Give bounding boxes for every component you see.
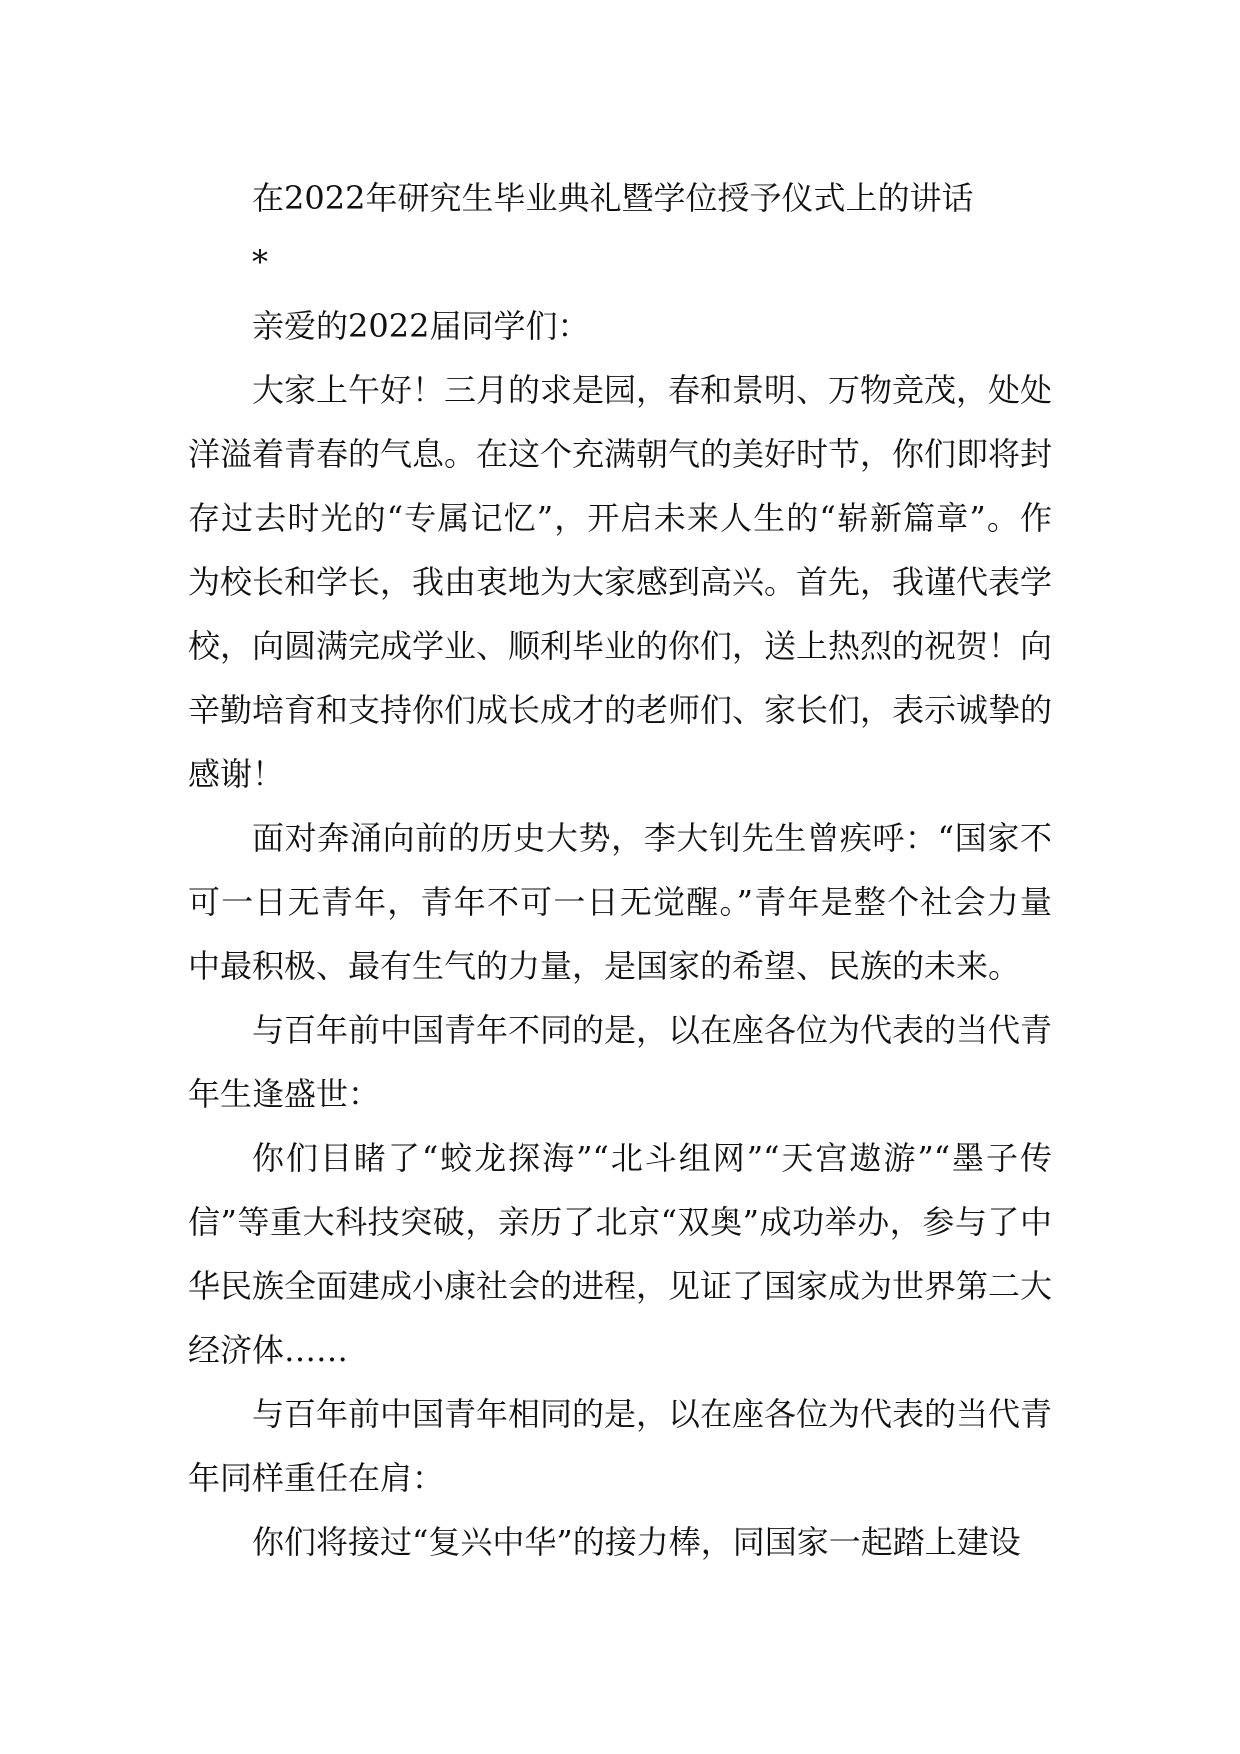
author-footnote-mark: *: [252, 243, 268, 281]
paragraph-1: 大家上午好！三月的求是园，春和景明、万物竞茂，处处洋溢着青春的气息。在这个充满朝气的美好时节，你们即将封存过去时光的“专属记忆”，开启未来人生的“崭新篇章”。作为校长和学长，我由衷地为大家感到高兴。首先，我谨代表学校，向圆满完成学业、顺利毕业的你们，送上热烈的祝贺！向辛勤培育和支持你们成长成才的老师们、家长们，表示诚挚的感谢！: [188, 371, 1053, 793]
paragraph-5: 与百年前中国青年相同的是，以在座各位为代表的当代青年同样重任在肩：: [188, 1395, 1053, 1497]
paragraph-2: 面对奔涌向前的历史大势，李大钊先生曾疾呼：“国家不可一日无青年，青年不可一日无觉醒。”青年是整个社会力量中最积极、最有生气的力量，是国家的希望、民族的未来。: [188, 819, 1052, 985]
paragraph-6: 你们将接过“复兴中华”的接力棒，同国家一起踏上建设: [252, 1523, 1021, 1561]
document-title: 在2022年研究生毕业典礼暨学位授予仪式上的讲话: [252, 179, 974, 217]
document-page: [188, 166, 1052, 1574]
paragraph-4: 你们目睹了“蛟龙探海”“北斗组网”“天宫遨游”“墨子传信”等重大科技突破，亲历了北京“双奥”成功举办，参与了中华民族全面建成小康社会的进程，见证了国家成为世界第二大经济体……: [188, 1139, 1053, 1369]
salutation: 亲爱的2022届同学们：: [252, 307, 590, 345]
paragraph-3: 与百年前中国青年不同的是，以在座各位为代表的当代青年生逢盛世：: [188, 1011, 1053, 1113]
